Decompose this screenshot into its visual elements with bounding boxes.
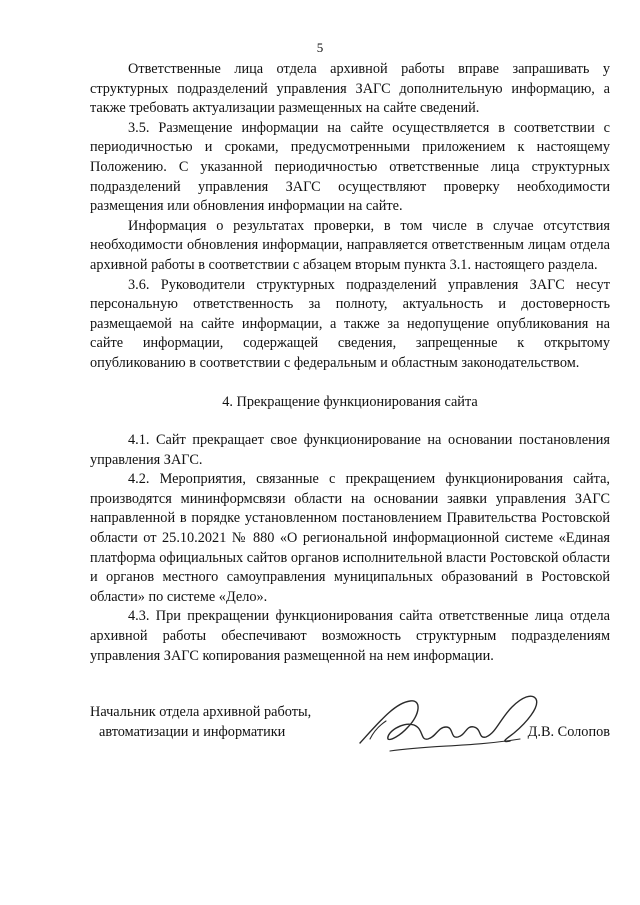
signatory-title-line1: Начальник отдела архивной работы, <box>90 704 312 720</box>
signatory-name: Д.В. Солопов <box>527 723 610 740</box>
paragraph: 3.6. Руководители структурных подразделений управления ЗАГС несут персональную ответственность за полноту, актуальность и достоверность размещаемой на сайте информации, а также за недопущение опубликования на сайте информации, содержащей сведения, запрещенные к открытому опубликованию в соответствии с федеральным и областным законодательством. <box>90 276 610 371</box>
section-heading: 4. Прекращение функционирования сайта <box>222 393 478 410</box>
paragraph: Информация о результатах проверки, в том числе в случае отсутствия необходимости обновления информации, направляется ответственным лицам отдела архивной работы в соответствии с абзацем вторым пункта 3.1. настоящего раздела. <box>90 217 610 273</box>
signature-block <box>90 703 610 773</box>
document-body <box>90 60 610 666</box>
paragraph: Ответственные лица отдела архивной работы вправе запрашивать у структурных подразделений управления ЗАГС дополнительную информацию, а также требовать актуализации размещенных на сайте сведений. <box>90 61 610 117</box>
paragraph: 4.1. Сайт прекращает свое функционирование на основании постановления управления ЗАГС. <box>90 432 610 468</box>
signatory-title-line2: автоматизации и информатики <box>99 723 286 740</box>
paragraph: 3.5. Размещение информации на сайте осуществляется в соответствии с периодичностью и сроками, предусмотренными приложением к настоящему Положению. С указанной периодичностью ответственные лица структурных подразделений управления ЗАГС осуществляют проверку необходимости размещения или обновления информации на сайте. <box>90 119 610 215</box>
paragraph: 4.3. При прекращении функционирования сайта ответственные лица отдела архивной работы обеспечивают возможность структурным подразделениям управления ЗАГС копирования размещенной на нем информации. <box>90 608 610 664</box>
paragraph: 4.2. Мероприятия, связанные с прекращением функционирования сайта, производятся мининформсвязи области на основании заявки управления ЗАГС направленной в порядке установленном постановлением Правительства Ростовской области от 25.10.2021 № 880 «О региональной информационной системе «Единая платформа официальных сайтов органов исполнительной власти Ростовской области и органов местного самоуправления муниципальных образований в Ростовской области» по системе «Дело». <box>90 471 610 605</box>
handwritten-signature <box>350 681 550 761</box>
page-number: 5 <box>316 40 324 55</box>
